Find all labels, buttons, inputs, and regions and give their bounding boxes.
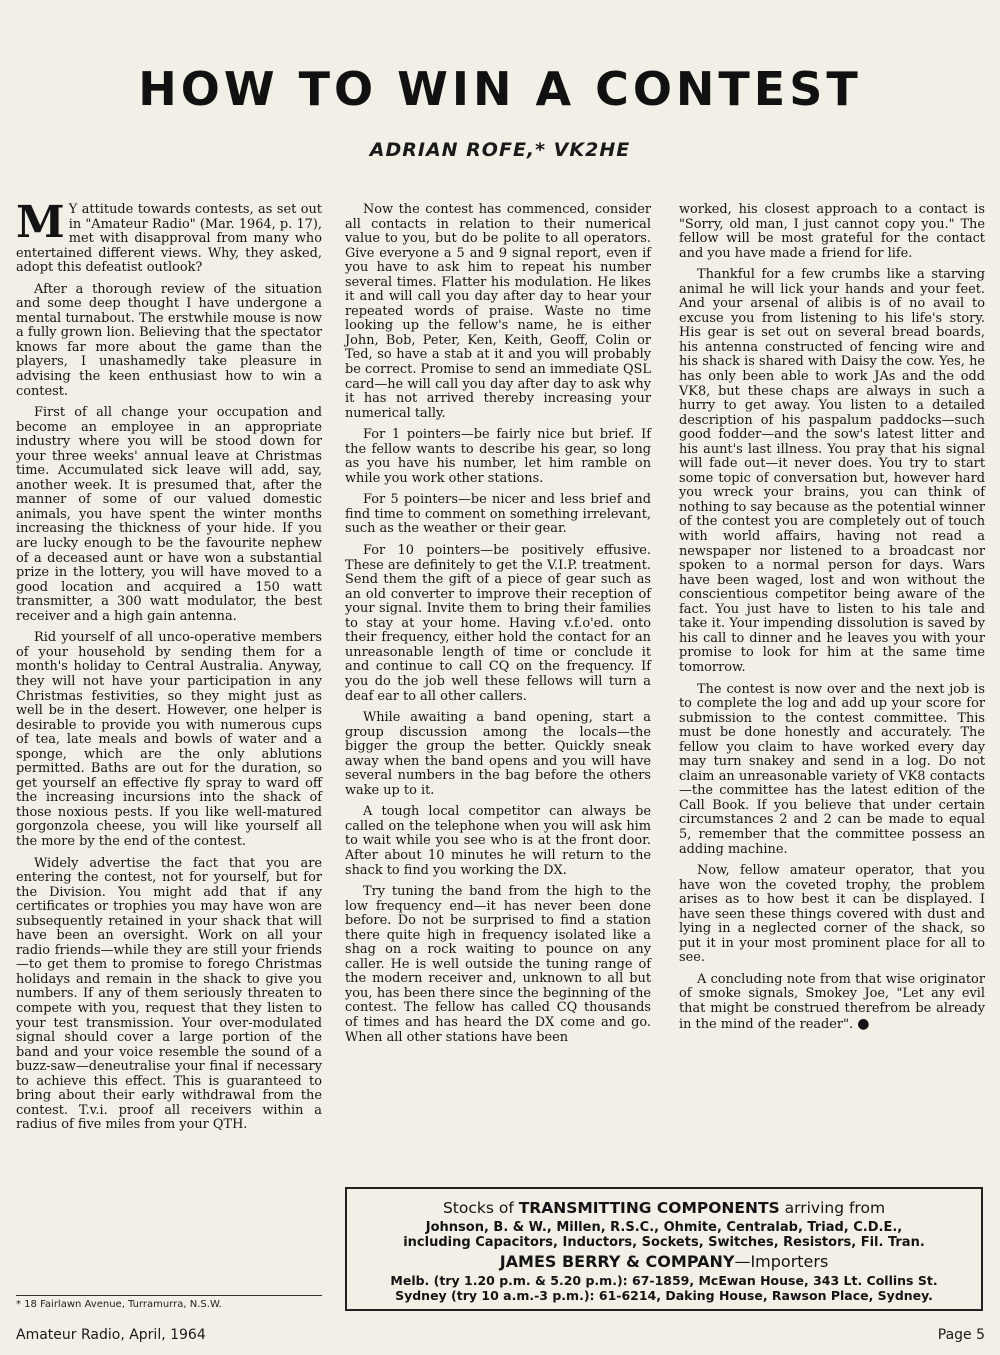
ad-contacts: [347, 1273, 981, 1303]
author-byline: ADRIAN ROFE,* VK2HE: [369, 139, 631, 161]
paragraph: For 5 pointers—be nicer and less brief and find time to comment on something irrelevant, such as the weather or their gear.: [345, 492, 651, 537]
paragraph: For 1 pointers—be fairly nice but brief. If the fellow wants to describe his gear, so long as you have his number, let him ramble on while you work other stations.: [345, 427, 651, 486]
ad-line: including Capacitors, Inductors, Sockets, Switches, Resistors, Fil. Tran.: [403, 1235, 925, 1250]
ad-line: Johnson, B. & W., Millen, R.S.C., Ohmite, Centralab, Triad, C.D.E.,: [425, 1220, 903, 1235]
footer-publication: Amateur Radio, April, 1964: [16, 1327, 206, 1343]
paragraph: Now the contest has commenced, consider all contacts in relation to their numerical value to you, but do be polite to all operators. Give everyone a 5 and 9 signal report, even if you have to ask him to repeat his number several times. Flatter his modulation. He likes it and will call you day after day to hear your repeated words of praise. Waste no time looking up the fellow's name, he is either John, Bob, Peter, Ken, Keith, Geoff, Colin or Ted, so have a stab at it and you will probably be correct. Promise to send an immediate QSL card—he will call you day after day to ask why it has not arrived thereby increasing your numerical tally.: [345, 202, 651, 421]
paragraph: Rid yourself of all unco-operative members of your household by sending them for a month's holiday to Central Australia. Anyway, they will not have your participation in any Christmas festivities, so they might just as well be in the desert. However, one helper is desirable to provide you with numerous cups of tea, late meals and bowls of water and a sponge, which are the only ablutions permitted. Baths are out for the duration, so get yourself an effective fly spray to ward off the increasing incursions into the shack of those noxious pests. If you like well-matured gorgonzola cheese, you will like yourself all the more by the end of the contest.: [16, 630, 322, 849]
ad-text: Stocks of: [442, 1199, 519, 1217]
end-mark-icon: ●: [857, 1015, 870, 1032]
paragraph: A tough local competitor can always be called on the telephone when you will ask him to wait while you see who is at the front door. After about 10 minutes he will return to the shack to find you working the DX.: [345, 804, 651, 878]
ad-line: Melb. (try 1.20 p.m. & 5.20 p.m.): 67-1859, McEwan House, 343 Lt. Collins St.: [390, 1273, 938, 1288]
ad-bold-text: TRANSMITTING COMPONENTS: [518, 1199, 780, 1217]
ad-text: —Importers: [734, 1252, 829, 1271]
paragraph: worked, his closest approach to a contact is "Sorry, old man, I just cannot copy you." The fellow will be most grateful for the contact and you have made a friend for life.: [679, 202, 985, 261]
paragraph: Try tuning the band from the high to the low frequency end—it has never been done before. Do not be surprised to find a station there quite high in frequency isolated like a shag on a rock waiting to pounce on any caller. He is well outside the tuning range of the modern receiver and, unknown to all but you, has been there since the beginning of the contest. The fellow has called CQ thousands of times and has heard the DX come and go. When all other stations have been: [345, 884, 651, 1045]
advertisement-box: [345, 1187, 983, 1311]
paragraph: First of all change your occupation and become an employee in an appropriate industry where you will be stood down for your three weeks' annual leave at Christmas time. Accumulated sick leave will add, say, another week. It is presumed that, after the manner of some of our valued domestic animals, you have spent the winter months increasing the thickness of your hide. If you are lucky enough to be the favourite nephew of a deceased aunt or have won a substantial prize in the lottery, you will have moved to a good location and acquired a 150 watt transmitter, a 300 watt modulator, the best receiver and a high gain antenna.: [16, 405, 322, 624]
paragraph: [16, 197, 322, 276]
column-1: [16, 197, 322, 1140]
ad-headline: [347, 1199, 981, 1217]
column-3: [679, 203, 985, 1039]
paragraph: For 10 pointers—be positively effusive. These are definitely to get the V.I.P. treatment. Send them the gift of a piece of gear such as an old converter to improve their reception of your signal. Invite them to bring their families to stay at your home. Having v.f.o'ed. onto their frequency, either hold the contact for an unreasonable length of time or conclude it and continue to call CQ on the frequency. If you do the job well these fellows will turn a deaf ear to all other callers.: [345, 543, 651, 704]
ad-brands: [347, 1220, 981, 1250]
footnote-rule: [16, 1295, 322, 1296]
article-title: HOW TO WIN A CONTEST: [138, 62, 862, 116]
footnote: * 18 Fairlawn Avenue, Turramurra, N.S.W.: [16, 1299, 222, 1310]
ad-company: [347, 1252, 981, 1271]
paragraph-text: Y attitude towards contests, as set out in "Amateur Radio" (Mar. 1964, p. 17), met with disapproval from many who entertained different views. Why, they asked, adopt this defeatist outlook?: [16, 202, 322, 276]
ad-text: arriving from: [779, 1199, 886, 1217]
page-number: Page 5: [937, 1327, 985, 1343]
paragraph: Widely advertise the fact that you are entering the contest, not for yourself, but for the Division. You might add that if any certificates or trophies you may have won are subsequently retained in your shack that will have been an oversight. Work on all your radio friends—while they are still your friends—to get them to promise to forego Christmas holidays and remain in the shack to give you numbers. If any of them seriously threaten to compete with you, request that they listen to your test transmission. Your over-modulated signal should cover a large portion of the band and your voice resemble the sound of a buzz-saw—deneutralise your final if necessary to achieve this effect. This is guaranteed to bring about their early withdrawal from the contest. T.v.i. proof all receivers within a radius of five miles from your QTH.: [16, 855, 322, 1133]
drop-cap: M: [16, 197, 65, 248]
paragraph: After a thorough review of the situation and some deep thought I have undergone a mental turnabout. The erstwhile mouse is now a fully grown lion. Believing that the spectator knows far more about the game than the players, I unashamedly take pleasure in advising the keen enthusiast how to win a contest.: [16, 281, 322, 399]
paragraph: Thankful for a few crumbs like a starving animal he will lick your hands and your feet. And your arsenal of alibis is of no avail to excuse you from listening to his life's story. His gear is set out on several bread boards, his antenna constructed of fencing wire and his shack is shared with Daisy the cow. Yes, he has only been able to work JAs and the odd VK8, but these chaps are always in such a hurry to get away. You listen to a detailed description of his paspalum paddocks—such good fodder—and the sow's latest litter and his aunt's last illness. You pray that his signal will fade out—it never does. You try to start some topic of conversation but, however hard you wreck your brains, you can think of nothing to say because as the potential winner of the contest you are completely out of touch with world affairs, having not read a newspaper nor listened to a broadcast nor spoken to a normal person for days. Wars have been waged, lost and won without the conscientious competitor being aware of the fact. You just have to listen to his tale and take it. Your impending dissolution is saved by his call to dinner and he leaves you with your promise to look for him at the same time tomorrow.: [679, 267, 985, 675]
paragraph: The contest is now over and the next job is to complete the log and add up your score for submission to the contest committee. This must be done honestly and accurately. The fellow you claim to have worked every day may turn snakey and send in a log. Do not claim an unreasonable variety of VK8 contacts—the committee has the latest edition of the Call Book. If you believe that under certain circumstances 2 and 2 can be made to equal 5, remember that the committee possess an adding machine.: [679, 681, 985, 857]
paragraph: Now, fellow amateur operator, that you have won the coveted trophy, the problem arises as to how best it can be displayed. I have seen these things covered with dust and lying in a neglected corner of the shack, so put it in your most prominent place for all to see.: [679, 863, 985, 966]
column-2: [345, 203, 651, 1052]
paragraph: While awaiting a band opening, start a group discussion among the locals—the bigger the group the better. Quickly sneak away when the band opens and you will have several numbers in the bag before the others wake up to it.: [345, 710, 651, 798]
paragraph: [679, 973, 985, 1032]
paragraph-text: A concluding note from that wise originator of smoke signals, Smokey Joe, "Let any evil that might be construed therefrom be already in the mind of the reader".: [679, 971, 985, 1032]
ad-company-name: JAMES BERRY & COMPANY: [499, 1252, 735, 1271]
ad-line: Sydney (try 10 a.m.-3 p.m.): 61-6214, Daking House, Rawson Place, Sydney.: [395, 1288, 933, 1303]
